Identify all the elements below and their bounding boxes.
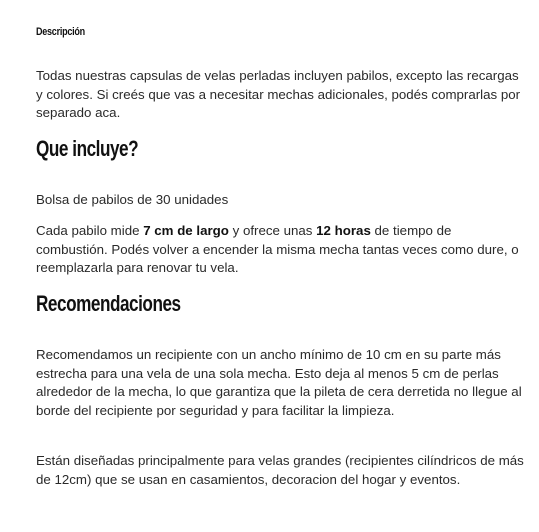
recommendations-text-1: Recomendamos un recipiente con un ancho mínimo de 10 cm en su parte más estrecha para una vela de una sola mecha. Esto deja al menos 5 cm de perlas alrededor de la mecha, lo que garantiza que la pileta de cera derretida no llegue al borde del recipiente por seguridad y para facilitar la limpieza. (36, 347, 522, 419)
description-heading: Descripción (36, 26, 85, 38)
includes-detail (36, 222, 526, 278)
detail-text-1: Cada pabilo mide (36, 223, 144, 238)
wick-length: 7 cm de largo (143, 223, 229, 238)
description-text: Todas nuestras capsulas de velas perladas incluyen pabilos, excepto las recargas y colores. Si creés que vas a necesitar mechas adicionales, podés comprarlas por separado aca. (36, 68, 521, 121)
includes-item: Bolsa de pabilos de 30 unidades (36, 192, 229, 207)
detail-text-2: y ofrece unas (228, 223, 317, 238)
includes-heading: Que incluye? (36, 136, 139, 161)
detail-text-3: de tiempo de combustión. Podés volver a encender la misma mecha tantas veces como dure, o reemplazarla para renovar tu vela. (36, 223, 519, 276)
burn-hours: 12 horas (316, 223, 371, 238)
recommendations-heading: Recomendaciones (36, 291, 181, 316)
recommendations-text-2: Están diseñadas principalmente para velas grandes (recipientes cilíndricos de más de 12cm) que se usan en casamientos, decoracion del hogar y eventos. (36, 453, 524, 487)
